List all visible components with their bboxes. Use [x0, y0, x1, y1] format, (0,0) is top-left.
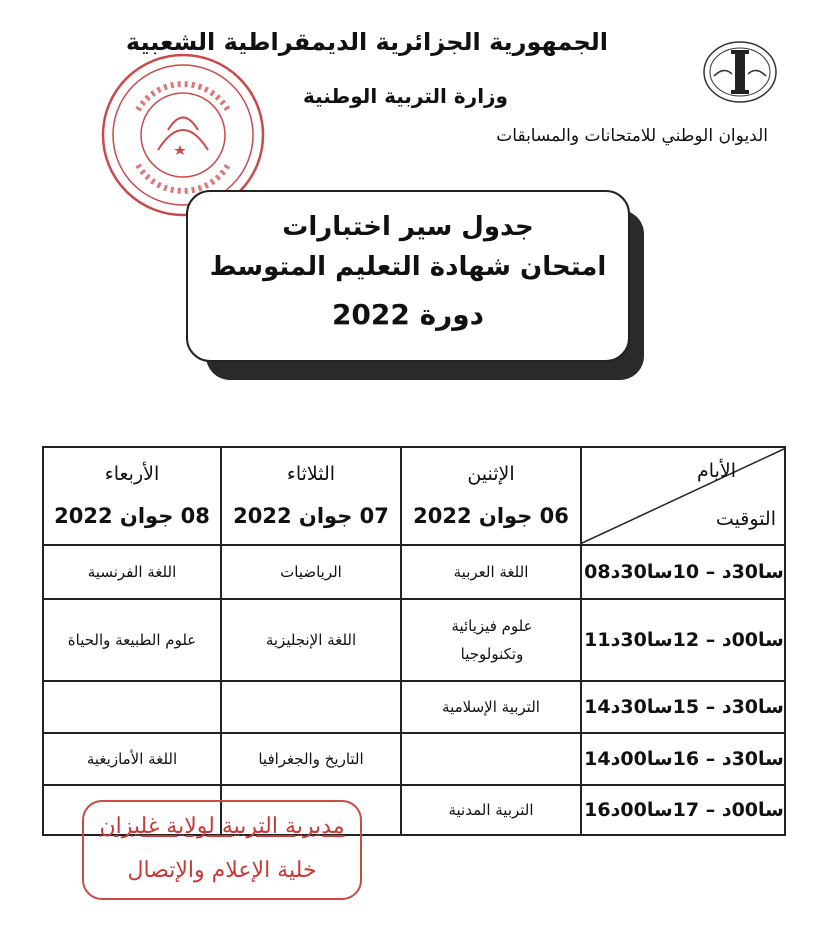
schedule-table — [42, 446, 786, 836]
republic-title: الجمهورية الجزائرية الديمقراطية الشعبية — [125, 28, 608, 56]
subject-cell: اللغة الفرنسية — [87, 563, 177, 581]
subject-cell: اللغة الأمازيغية — [86, 750, 178, 768]
onec-logo-icon — [700, 36, 780, 108]
corner-time-label: التوقيت — [715, 508, 776, 530]
subject-cell — [44, 682, 220, 732]
subject-cell: التربية المدنية — [448, 801, 534, 819]
time-slot-3: 14سا30د – 15سا30د — [584, 696, 784, 718]
subject-cell: التاريخ والجغرافيا — [258, 750, 364, 768]
corner-days-label: الأيام — [697, 460, 736, 482]
subject-cell: علوم الطبيعة والحياة — [67, 631, 197, 649]
subject-cell: الرياضيات — [280, 563, 342, 581]
subject-cell — [402, 734, 580, 784]
title-line-1: جدول سير اختبارات — [282, 212, 534, 242]
subject-cell: اللغة الإنجليزية — [265, 631, 357, 649]
title-line-3: دورة 2022 — [331, 298, 485, 331]
day-wednesday-name: الأربعاء — [104, 463, 160, 485]
subject-cell: التربية الإسلامية — [442, 698, 540, 716]
stamp-line-1: مديرية التربية لولاية غليزان — [99, 814, 345, 839]
time-slot-2: 11سا00د – 12سا30د — [584, 629, 784, 651]
day-tuesday-name: الثلاثاء — [286, 463, 336, 485]
time-slot-5: 16سا00د – 17سا00د — [584, 799, 784, 821]
stamp-line-2: خلية الإعلام والإتصال — [127, 858, 317, 883]
time-slot-4: 14سا30د – 16سا00د — [584, 748, 784, 770]
ministry-title: وزارة التربية الوطنية — [302, 84, 508, 108]
title-box — [186, 190, 630, 362]
office-title: الديوان الوطني للامتحانات والمسابقات — [496, 126, 768, 146]
title-line-2: امتحان شهادة التعليم المتوسط — [209, 252, 607, 282]
day-tuesday-date: 07 جوان 2022 — [233, 504, 389, 528]
directorate-stamp — [82, 800, 362, 900]
day-monday-name: الإثنين — [467, 463, 515, 485]
day-wednesday-date: 08 جوان 2022 — [54, 504, 210, 528]
subject-cell: علوم فيزيائية وتكنولوجيا — [451, 617, 533, 663]
subject-cell: اللغة العربية — [453, 563, 529, 581]
subject-cell — [222, 682, 400, 732]
time-slot-1: 08سا30د – 10سا30د — [584, 561, 784, 583]
day-monday-date: 06 جوان 2022 — [413, 504, 569, 528]
